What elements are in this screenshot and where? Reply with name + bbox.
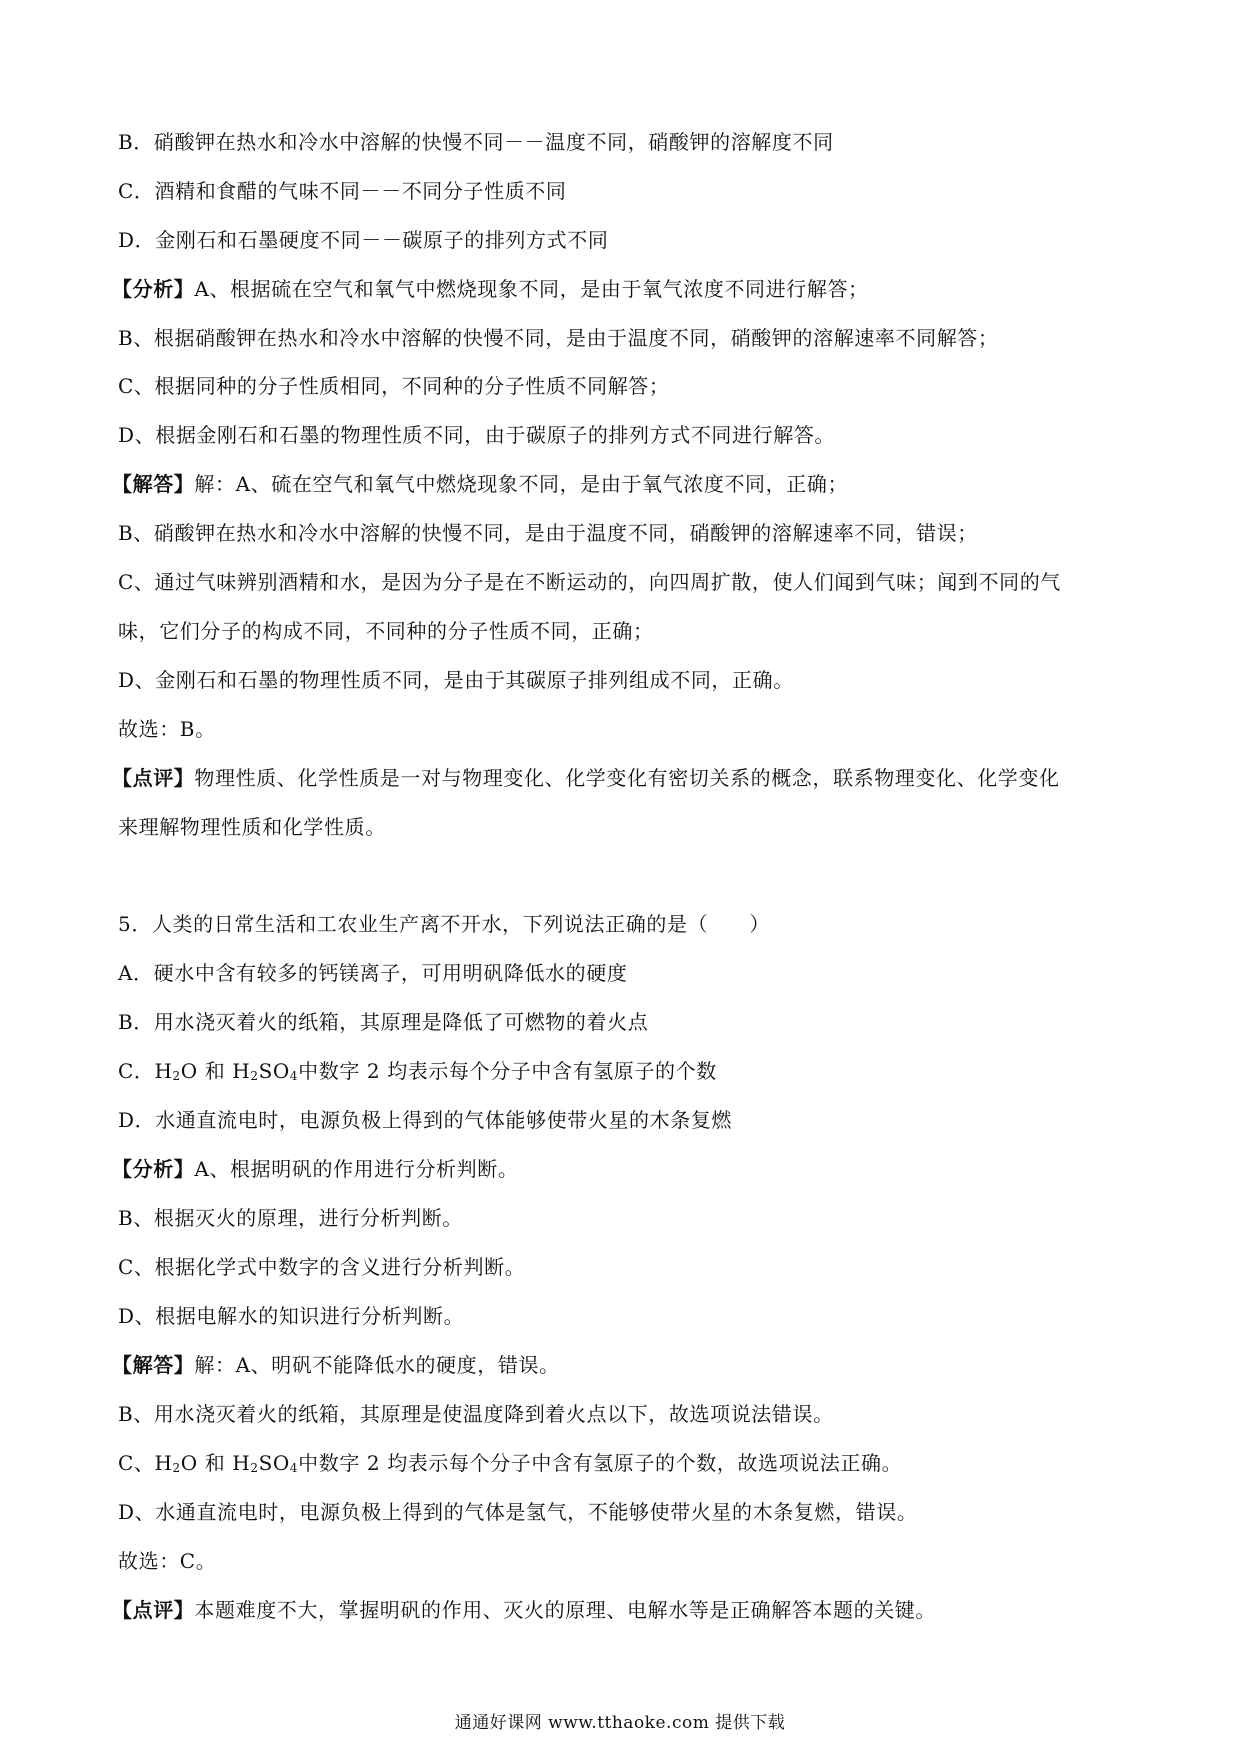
q5-answer-c-text: O 和 H — [180, 1451, 251, 1475]
subscript: 4 — [289, 1069, 299, 1083]
q4-answer-c2: 味，它们分子的构成不同，不同种的分子性质不同，正确； — [118, 619, 654, 643]
q4-answer-d: D、金刚石和石墨的物理性质不同，是由于其碳原子排列组成不同，正确。 — [118, 668, 794, 692]
q4-answer-b: B、硝酸钾在热水和冷水中溶解的快慢不同，是由于温度不同，硝酸钾的溶解速率不同，错误； — [118, 521, 978, 545]
q5-option-b: B．用水浇灭着火的纸箱，其原理是降低了可燃物的着火点 — [118, 1010, 649, 1034]
q5-analysis-c: C、根据化学式中数字的含义进行分析判断。 — [118, 1255, 526, 1279]
q4-comment-2: 来理解物理性质和化学性质。 — [118, 815, 386, 839]
q5-choice: 故选：C。 — [118, 1549, 217, 1573]
subscript: 2 — [250, 1461, 259, 1475]
q5-analysis-d: D、根据电解水的知识进行分析判断。 — [118, 1304, 465, 1328]
subscript: 4 — [289, 1461, 299, 1475]
q4-analysis-d: D、根据金刚石和石墨的物理性质不同，由于碳原子的排列方式不同进行解答。 — [118, 423, 836, 447]
q5-analysis-a: A、根据明矾的作用进行分析判断。 — [194, 1157, 519, 1181]
q5-stem: 5．人类的日常生活和工农业生产离不开水，下列说法正确的是（ ） — [118, 912, 770, 936]
q5-comment-line-1 — [112, 1598, 1180, 1622]
q4-analysis-a: A、根据硫在空气和氧气中燃烧现象不同，是由于氧气浓度不同进行解答； — [194, 277, 869, 301]
q5-answer-c-text: SO — [258, 1451, 290, 1475]
q4-option-d: D．金刚石和石墨硬度不同－－碳原子的排列方式不同 — [118, 228, 609, 252]
q4-comment-line-1 — [112, 766, 1180, 790]
q4-choice: 故选：B。 — [118, 717, 216, 741]
analysis-tag: 【分析】 — [112, 1157, 195, 1181]
q5-option-c-text: 中数字 2 均表示每个分子中含有氢原子的个数 — [298, 1059, 717, 1083]
analysis-tag: 【分析】 — [112, 277, 195, 301]
comment-tag: 【点评】 — [112, 1598, 195, 1622]
q4-answer-c1: C、通过气味辨别酒精和水，是因为分子是在不断运动的，向四周扩散，使人们闻到气味；闻到不同的气 — [118, 570, 1061, 594]
q5-answer-c-text: 中数字 2 均表示每个分子中含有氢原子的个数，故选项说法正确。 — [298, 1451, 903, 1475]
q5-option-c-text: C．H — [118, 1059, 173, 1083]
q5-comment-1: 本题难度不大，掌握明矾的作用、灭火的原理、电解水等是正确解答本题的关键。 — [194, 1598, 937, 1622]
answer-tag: 【解答】 — [112, 472, 195, 496]
q5-option-a: A．硬水中含有较多的钙镁离子，可用明矾降低水的硬度 — [118, 961, 628, 985]
q4-answer-a-line — [112, 472, 1180, 496]
q5-answer-b: B、用水浇灭着火的纸箱，其原理是使温度降到着火点以下，故选项说法错误。 — [118, 1402, 834, 1426]
q4-comment-1: 物理性质、化学性质是一对与物理变化、化学变化有密切关系的概念，联系物理变化、化学变化 — [194, 766, 1060, 790]
q4-answer-a: 解：A、硫在空气和氧气中燃烧现象不同，是由于氧气浓度不同，正确； — [194, 472, 849, 496]
q4-option-b: B．硝酸钾在热水和冷水中溶解的快慢不同－－温度不同，硝酸钾的溶解度不同 — [118, 130, 834, 154]
q4-analysis-b: B、根据硝酸钾在热水和冷水中溶解的快慢不同，是由于温度不同，硝酸钾的溶解速率不同解答； — [118, 326, 999, 350]
q5-answer-c-text: C、H — [118, 1451, 173, 1475]
answer-tag: 【解答】 — [112, 1353, 195, 1377]
q5-answer-c — [118, 1451, 1180, 1475]
comment-tag: 【点评】 — [112, 766, 195, 790]
q5-option-c-text: SO — [258, 1059, 290, 1083]
page-footer: 通通好课网 www.tthaoke.com 提供下载 — [454, 1713, 786, 1733]
q5-option-c — [118, 1059, 1180, 1083]
subscript: 2 — [172, 1461, 181, 1475]
q5-analysis-a-line — [112, 1157, 1180, 1181]
q5-answer-a: 解：A、明矾不能降低水的硬度，错误。 — [194, 1353, 560, 1377]
q5-analysis-b: B、根据灭火的原理，进行分析判断。 — [118, 1206, 463, 1230]
q4-option-c: C．酒精和食醋的气味不同－－不同分子性质不同 — [118, 179, 567, 203]
q5-answer-d: D、水通直流电时，电源负极上得到的气体是氢气，不能够使带火星的木条复燃，错误。 — [118, 1500, 918, 1524]
q5-option-c-text: O 和 H — [180, 1059, 251, 1083]
subscript: 2 — [172, 1069, 181, 1083]
subscript: 2 — [250, 1069, 259, 1083]
q4-analysis-c: C、根据同种的分子性质相同，不同种的分子性质不同解答； — [118, 374, 670, 398]
q5-option-d: D．水通直流电时，电源负极上得到的气体能够使带火星的木条复燃 — [118, 1108, 733, 1132]
q5-answer-a-line — [112, 1353, 1180, 1377]
q4-analysis-a-line — [112, 277, 1180, 301]
